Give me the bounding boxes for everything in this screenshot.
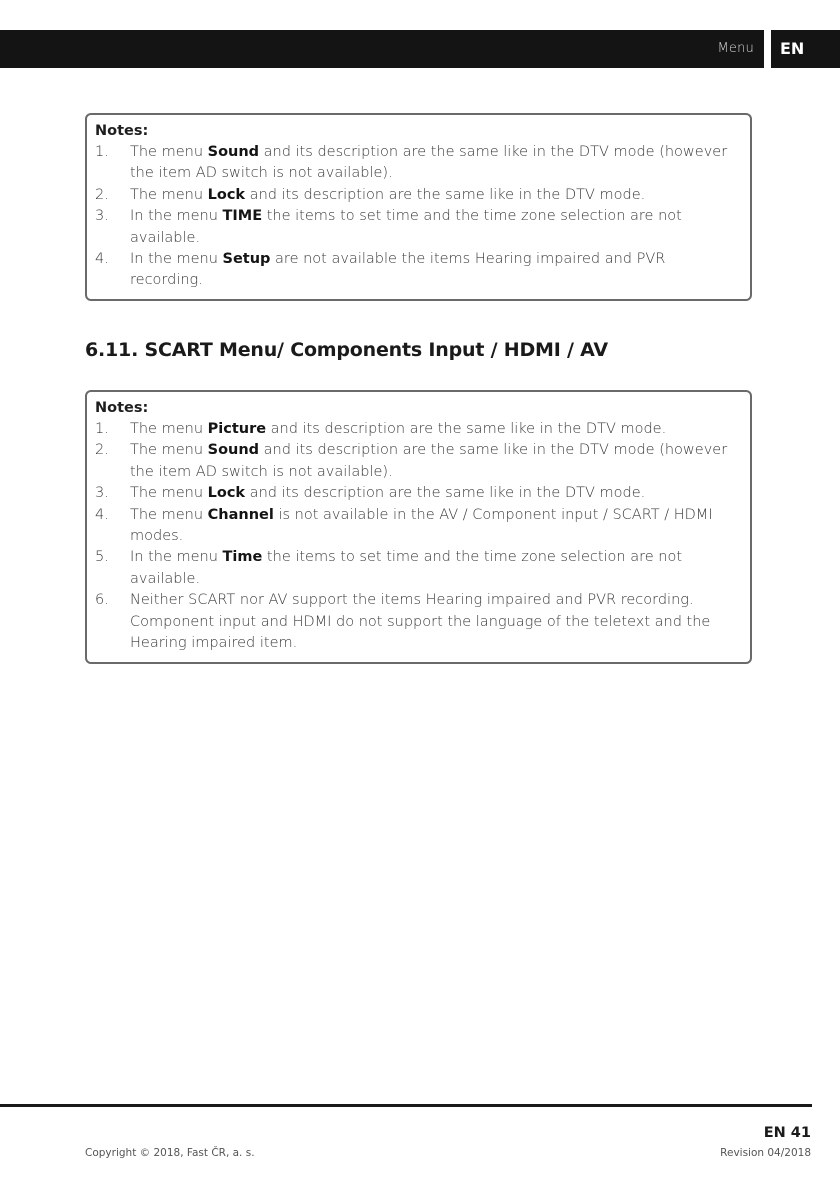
note-text: The menu xyxy=(130,485,208,502)
note-text: In the menu xyxy=(130,549,223,566)
header-bar xyxy=(0,30,764,68)
notes-box-2 xyxy=(85,390,752,664)
note-text: The menu xyxy=(130,421,208,437)
note-number: 4. xyxy=(95,506,109,523)
notes-box-1 xyxy=(85,113,752,301)
language-tab: EN xyxy=(771,30,840,68)
notes-title: Notes: xyxy=(95,123,149,139)
note-text: the items to set time and the time zone selection are not available. xyxy=(130,549,683,587)
note-text: and its description are the same like in the DTV mode. xyxy=(245,186,646,203)
note-number: 4. xyxy=(95,251,109,268)
menu-name: TIME xyxy=(222,208,263,225)
page-number: EN 41 xyxy=(763,1125,811,1141)
note-item xyxy=(95,249,736,292)
note-text: The menu xyxy=(130,186,208,203)
note-number: 3. xyxy=(95,485,109,502)
menu-name: Sound xyxy=(207,144,260,160)
note-number: 1. xyxy=(95,144,109,160)
note-item xyxy=(95,142,736,185)
notes-list xyxy=(95,142,736,292)
note-text: Neither SCART nor AV support the items Hearing impaired and PVR recording. Component input and HDMI do not support the language of the teletext and the Hearing impaired item. xyxy=(130,592,711,652)
note-text: and its description are the same like in the DTV mode (however the item AD switch is not available). xyxy=(130,442,728,480)
menu-name: Picture xyxy=(207,421,267,437)
note-text: and its description are the same like in the DTV mode. xyxy=(245,485,646,502)
note-item xyxy=(95,419,736,440)
note-item xyxy=(95,440,736,483)
copyright-text: Copyright © 2018, Fast ČR, a. s. xyxy=(85,1147,255,1159)
note-number: 3. xyxy=(95,208,109,225)
note-text: The menu xyxy=(130,442,208,459)
note-text: is not available in the AV / Component input / SCART / HDMI modes. xyxy=(130,506,713,545)
note-text: In the menu xyxy=(130,251,223,268)
note-text: are not available the items Hearing impaired and PVR recording. xyxy=(130,251,666,289)
note-item xyxy=(95,590,736,654)
footer-divider xyxy=(0,1104,812,1107)
note-text: and its description are the same like in the DTV mode (however the item AD switch is not available). xyxy=(130,144,728,182)
note-item xyxy=(95,185,736,206)
note-item xyxy=(95,206,736,249)
note-number: 1. xyxy=(95,421,109,437)
revision-text: Revision 04/2018 xyxy=(720,1147,811,1159)
note-text: The menu xyxy=(130,144,208,160)
note-text: The menu xyxy=(130,506,208,523)
menu-name: Time xyxy=(222,549,263,566)
note-item xyxy=(95,547,736,590)
menu-name: Setup xyxy=(222,251,271,268)
section-label: Menu xyxy=(717,41,754,56)
notes-title: Notes: xyxy=(95,400,149,416)
menu-name: Lock xyxy=(207,485,246,502)
section-heading: 6.11. SCART Menu/ Components Input / HDMI / AV xyxy=(85,339,608,361)
menu-name: Channel xyxy=(207,506,274,523)
notes-list xyxy=(95,419,736,654)
menu-name: Sound xyxy=(207,442,260,459)
note-number: 2. xyxy=(95,442,109,459)
note-item xyxy=(95,505,736,548)
note-text: and its description are the same like in the DTV mode. xyxy=(266,421,667,437)
note-item xyxy=(95,483,736,504)
note-text: In the menu xyxy=(130,208,223,225)
menu-name: Lock xyxy=(207,186,246,203)
note-number: 5. xyxy=(95,549,109,566)
note-number: 2. xyxy=(95,186,109,203)
note-text: the items to set time and the time zone selection are not available. xyxy=(130,208,682,246)
note-number: 6. xyxy=(95,592,109,609)
